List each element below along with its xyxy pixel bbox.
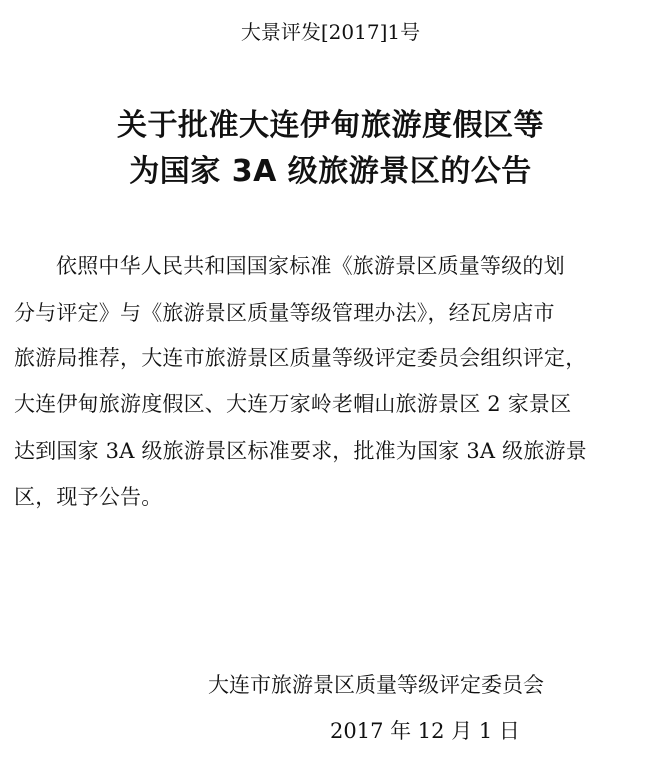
document-number: 大景评发[2017]1号	[240, 20, 421, 44]
title-line-1: 关于批准大连伊甸旅游度假区等	[117, 108, 544, 143]
body-text-line: 大连伊甸旅游度假区、大连万家岭老帽山旅游景区 2 家景区	[14, 392, 572, 416]
issue-date: 2017 年 12 月 1 日	[330, 719, 520, 743]
body-text-line: 达到国家 3A 级旅游景区标准要求，批准为国家 3A 级旅游景	[14, 439, 587, 463]
body-text-line: 分与评定》与《旅游景区质量等级管理办法》，经瓦房店市	[14, 301, 555, 325]
issuer-signature: 大连市旅游景区质量等级评定委员会	[208, 673, 544, 697]
body-text-line: 依照中华人民共和国国家标准《旅游景区质量等级的划	[56, 254, 565, 278]
title-line-2: 为国家 3A 级旅游景区的公告	[129, 154, 532, 189]
body-text-line: 区，现予公告。	[14, 485, 163, 509]
body-text-line: 旅游局推荐，大连市旅游景区质量等级评定委员会组织评定，	[14, 346, 587, 370]
